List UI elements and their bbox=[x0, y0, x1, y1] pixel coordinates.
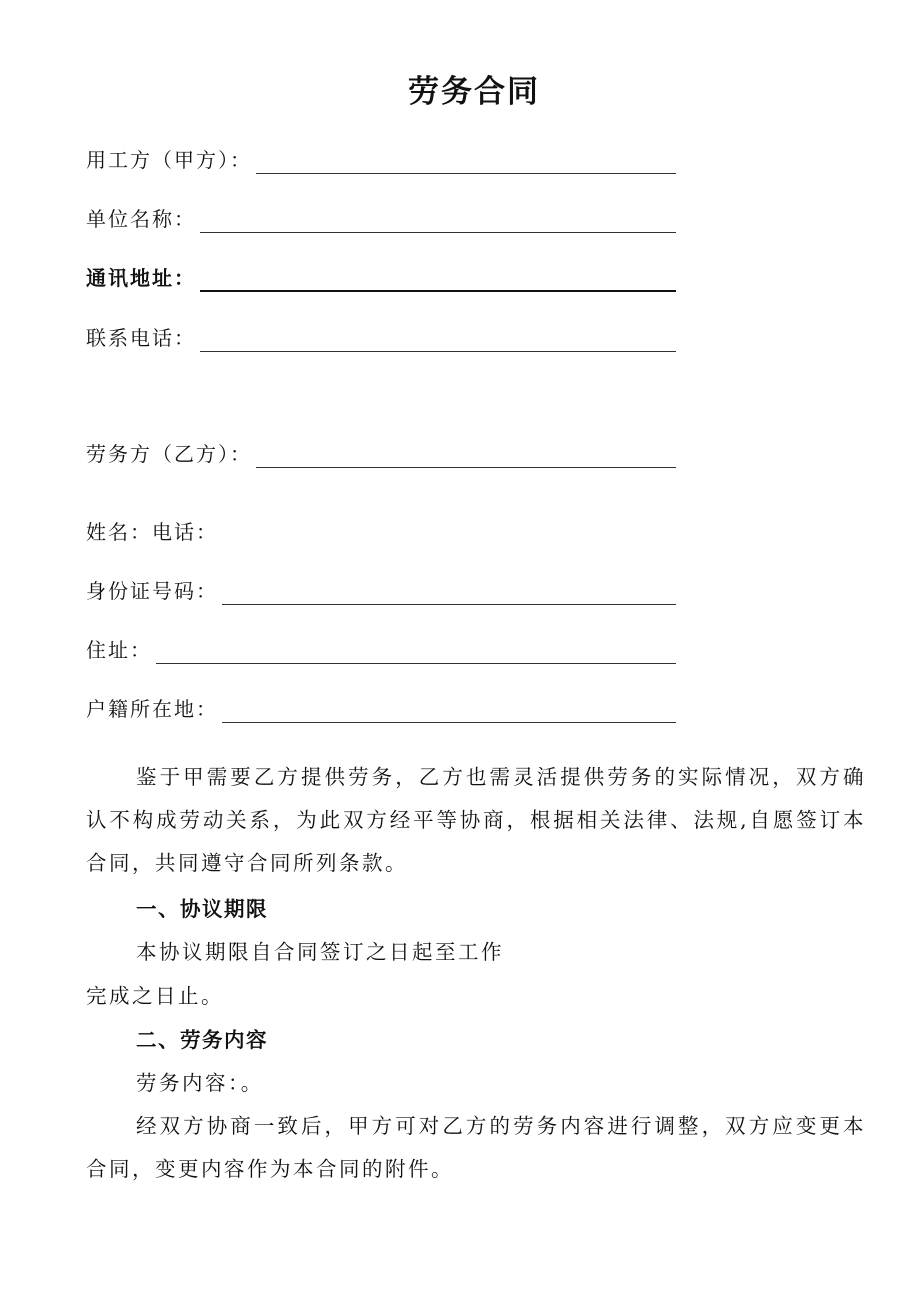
id-number-label: 身份证号码： bbox=[86, 579, 218, 603]
household-field bbox=[86, 693, 676, 723]
residence-label: 住址： bbox=[86, 638, 152, 662]
party-a-label: 用工方（甲方）： bbox=[86, 148, 252, 172]
preamble-paragraph: 鉴于甲需要乙方提供劳务，乙方也需灵活提供劳务的实际情况，双方确认不构成劳动关系，为此双方经平等协商，根据相关法律、法规,自愿签订本合同，共同遵守合同所列条款。 bbox=[86, 765, 866, 875]
id-number-blank[interactable] bbox=[222, 580, 676, 605]
household-label: 户籍所在地： bbox=[86, 697, 218, 721]
section-1-text-line-2: 完成之日止。 bbox=[86, 984, 224, 1008]
section-1-heading: 一、协议期限 bbox=[136, 897, 268, 921]
unit-name-label: 单位名称： bbox=[86, 207, 196, 231]
section-1-text-line-1: 本协议期限自合同签订之日起至工作 bbox=[136, 940, 504, 964]
mailing-address-field bbox=[86, 262, 676, 292]
unit-name-blank[interactable] bbox=[200, 208, 676, 233]
section-2-paragraph: 经双方协商一致后，甲方可对乙方的劳务内容进行调整，双方应变更本合同，变更内容作为本合同的附件。 bbox=[86, 1114, 866, 1181]
section-2-heading: 二、劳务内容 bbox=[136, 1028, 268, 1052]
residence-field bbox=[86, 634, 676, 664]
party-a-blank[interactable] bbox=[256, 149, 676, 174]
household-blank[interactable] bbox=[222, 698, 676, 723]
unit-name-field bbox=[86, 203, 676, 233]
residence-blank[interactable] bbox=[156, 639, 676, 664]
name-phone-field bbox=[86, 516, 218, 546]
section-2-content: 劳务内容：。 bbox=[136, 1071, 264, 1095]
party-b-label: 劳务方（乙方）： bbox=[86, 442, 252, 466]
party-a-field bbox=[86, 144, 676, 174]
document-title: 劳务合同 bbox=[408, 74, 540, 110]
contact-phone-blank[interactable] bbox=[200, 327, 676, 352]
mailing-address-label: 通讯地址： bbox=[86, 266, 196, 290]
party-b-field bbox=[86, 438, 676, 468]
party-b-blank[interactable] bbox=[256, 443, 676, 468]
contact-phone-field bbox=[86, 322, 676, 352]
mailing-address-blank[interactable] bbox=[200, 266, 676, 292]
id-number-field bbox=[86, 575, 676, 605]
name-phone-label: 姓名：电话： bbox=[86, 520, 218, 544]
contact-phone-label: 联系电话： bbox=[86, 326, 196, 350]
